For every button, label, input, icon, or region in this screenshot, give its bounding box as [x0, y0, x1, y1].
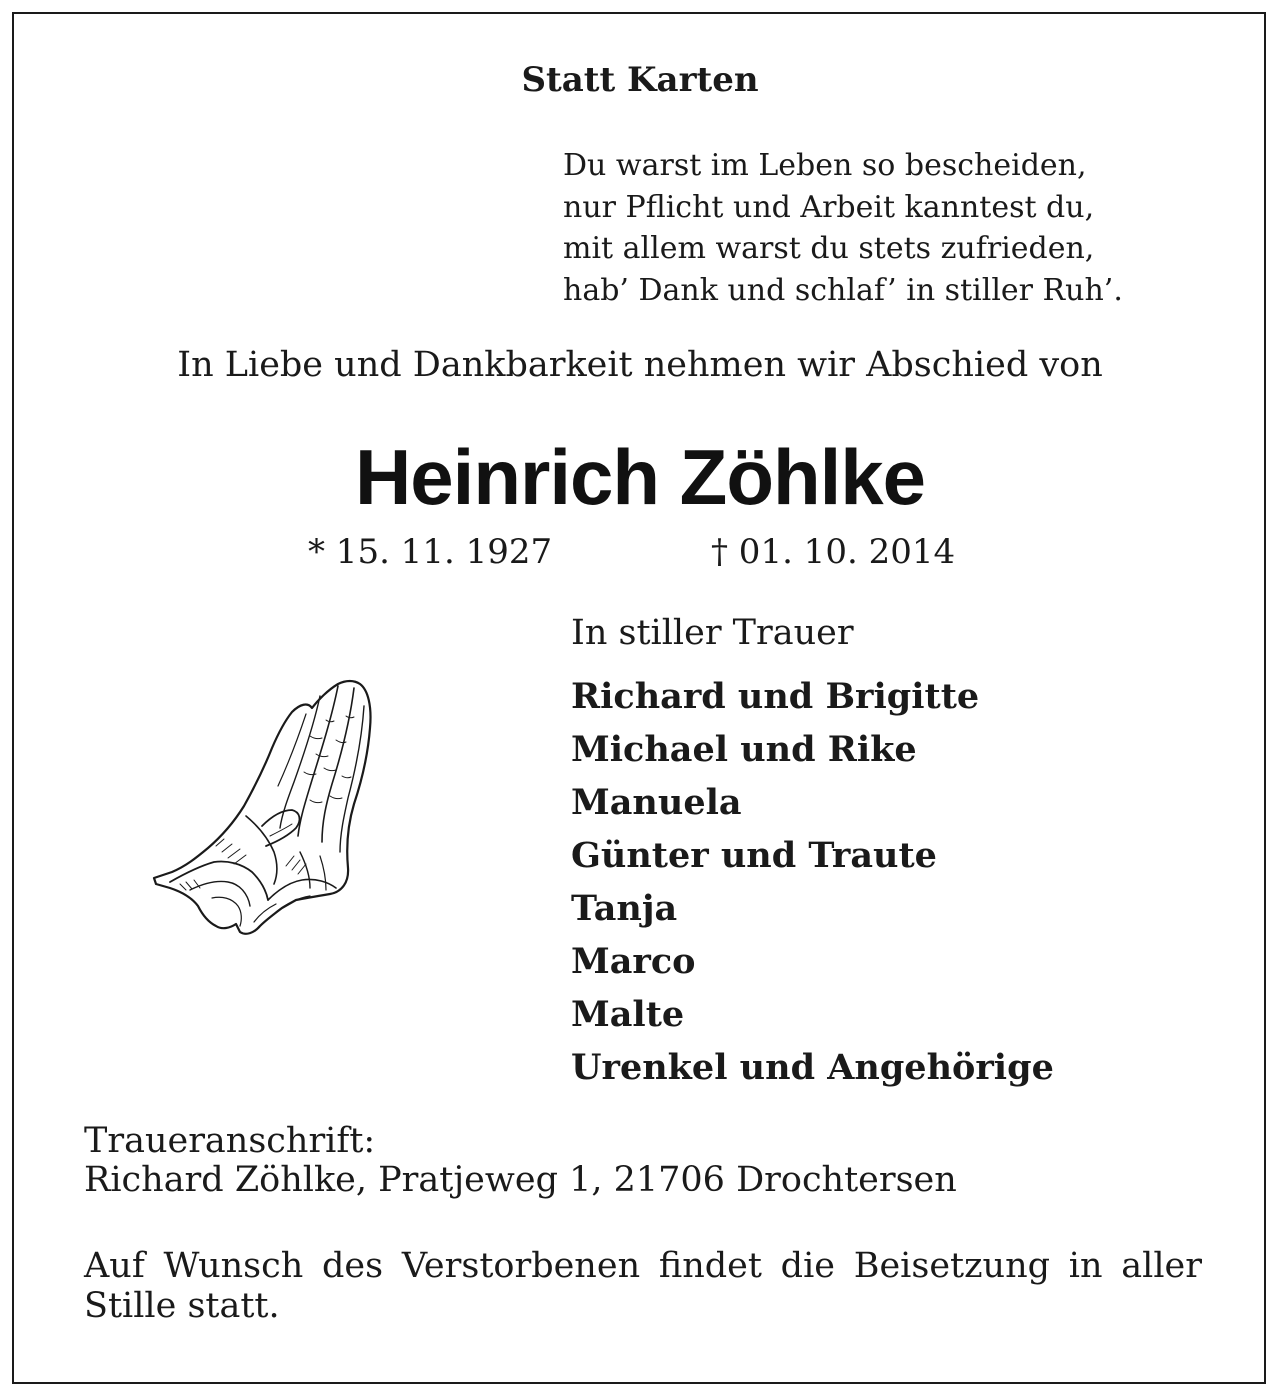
funeral-note-text: Auf Wunsch des Verstorbenen findet die Beisetzung in aller Stille statt. [84, 1246, 1202, 1326]
deceased-name: Heinrich Zöhlke [354, 433, 926, 521]
poem [563, 145, 1123, 311]
mourner-name: Michael und Rike [571, 729, 917, 770]
poem-line: nur Pflicht und Arbeit kanntest du, [563, 189, 1095, 225]
funeral-note [84, 1246, 1202, 1326]
poem-line: mit allem warst du stets zufrieden, [563, 231, 1095, 266]
mourner-name: Günter und Traute [571, 835, 937, 876]
mourners-list [571, 670, 1054, 1094]
mourner-name: Urenkel und Angehörige [571, 1047, 1054, 1088]
address-label: Traueranschrift: [84, 1121, 376, 1161]
mourner-name: Marco [571, 941, 696, 982]
mourner-name: Richard und Brigitte [571, 676, 980, 717]
mourner-name: Manuela [571, 782, 742, 823]
header-statt-karten: Statt Karten [521, 60, 759, 100]
mourning-heading: In stiller Trauer [571, 613, 854, 653]
mourner-name: Malte [571, 994, 685, 1035]
death-date: † 01. 10. 2014 [711, 532, 956, 572]
intro-text: In Liebe und Dankbarkeit nehmen wir Abschied von [177, 345, 1103, 385]
poem-line: hab’ Dank und schlaf’ in stiller Ruh’. [563, 272, 1123, 308]
mourner-name: Tanja [571, 888, 678, 929]
praying-hands-icon [150, 676, 385, 946]
birth-date: * 15. 11. 1927 [308, 532, 553, 572]
poem-line: Du warst im Leben so bescheiden, [563, 148, 1087, 183]
mourning-address: Richard Zöhlke, Pratjeweg 1, 21706 Drochtersen [84, 1160, 957, 1200]
